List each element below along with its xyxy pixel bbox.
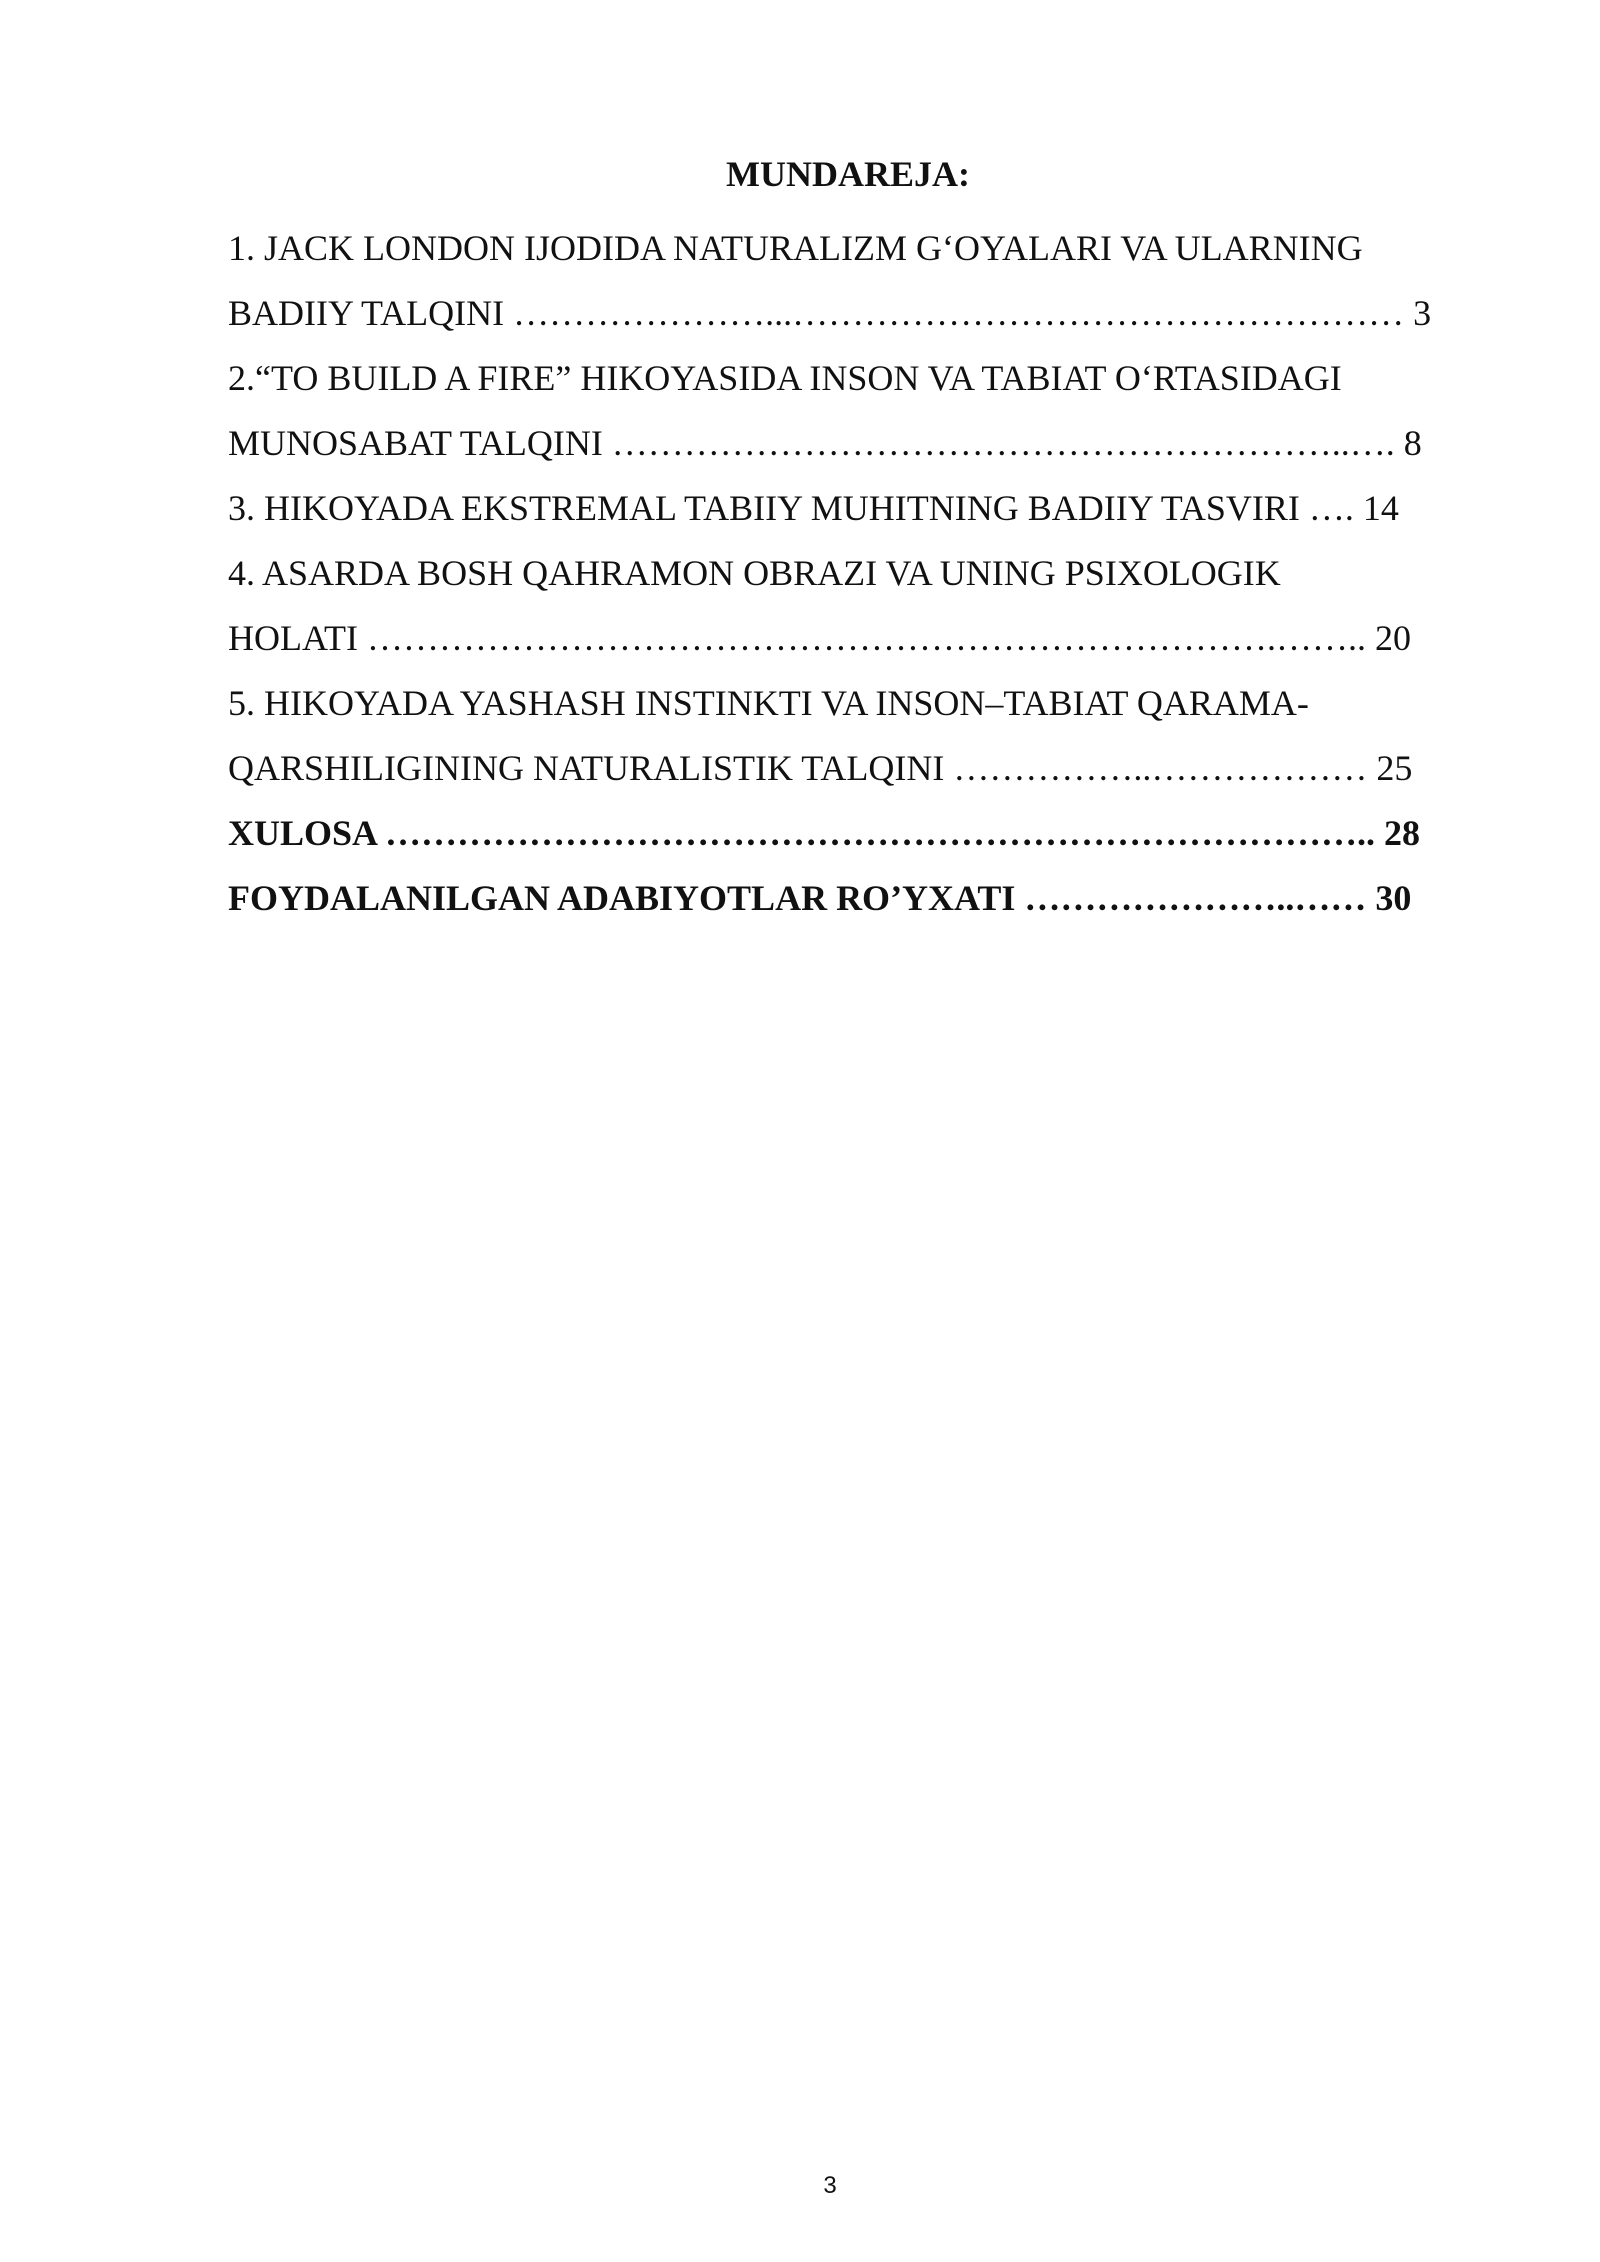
toc-line-3: 3. HIKOYADA EKSTREMAL TABIIY MUHITNING BADIIY TASVIRI …. 14 — [228, 488, 1399, 528]
toc-line-references: FOYDALANILGAN ADABIYOTLAR RO’YXATI …………………..…… 30 — [228, 878, 1412, 918]
toc-line-2a: 2.“TO BUILD A FIRE” HIKOYASIDA INSON VA TABIAT O‘RTASIDAGI — [228, 358, 1342, 398]
toc-line-conclusion: XULOSA ……………………………………………………………………….. 28 — [228, 813, 1421, 853]
page-number: 3 — [823, 2172, 837, 2199]
toc-line-1a: 1. JACK LONDON IJODIDA NATURALIZM G‘OYALARI VA ULARNING — [228, 228, 1363, 268]
toc-line-5a: 5. HIKOYADA YASHASH INSTINKTI VA INSON–TABIAT QARAMA- — [228, 683, 1309, 723]
table-of-contents — [228, 216, 1498, 931]
toc-line-2b: MUNOSABAT TALQINI ……………………………………………………..…. 8 — [228, 423, 1422, 463]
toc-line-1b: BADIIY TALQINI …………………...…………………………………………… 3 — [228, 293, 1432, 333]
toc-line-4a: 4. ASARDA BOSH QAHRAMON OBRAZI VA UNING PSIXOLOGIK — [228, 553, 1281, 593]
toc-title: MUNDAREJA: — [726, 154, 970, 194]
toc-line-5b: QARSHILIGINING NATURALISTIK TALQINI ……………..……………… 25 — [228, 748, 1413, 788]
toc-line-4b: HOLATI ………………………………………………………………….…….. 20 — [228, 618, 1411, 658]
